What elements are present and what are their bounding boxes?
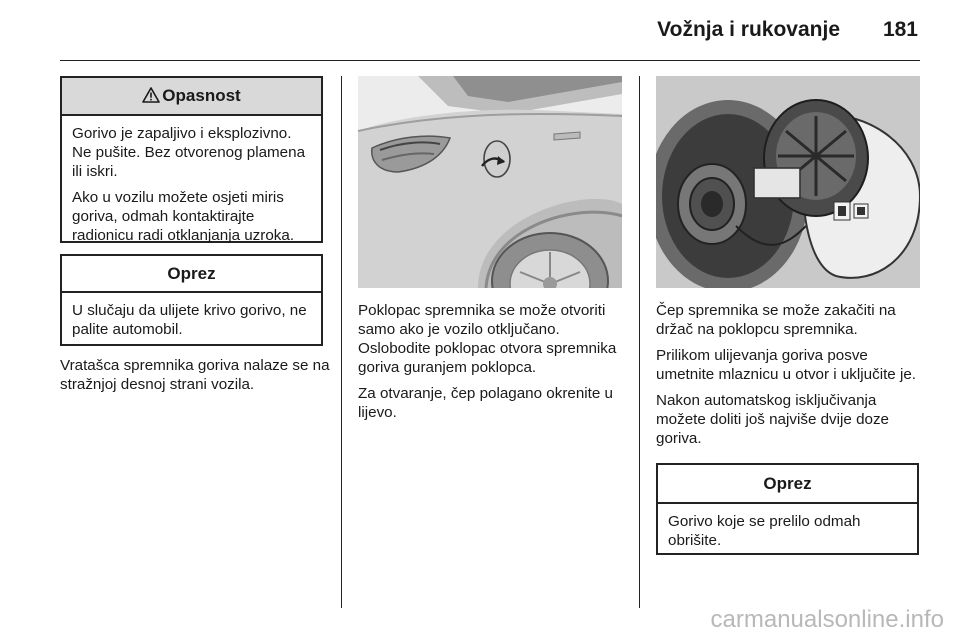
section-title: Vožnja i rukovanje [657,18,840,41]
caution-2-text: Gorivo koje se prelilo odmah obrišite. [668,513,861,549]
caution-box-header [62,256,321,293]
warning-triangle-icon [142,87,160,103]
caution-text: U slučaju da ulijete krivo gorivo, ne palite automobil. [72,302,307,338]
fuel-door-paragraph: Vratašca spremnika goriva nalaze se na stražnjoj desnoj strani vozila. [60,357,330,393]
caution-box-body [62,293,321,339]
header-rule [60,60,920,61]
danger-paragraph-2: Ako u vozilu možete osjeti miris goriva, odmah kontaktirajte radionicu radi otklanjanja uzroka. [72,189,295,244]
danger-box [60,76,323,243]
caution-box-2-title: Oprez [763,474,812,493]
danger-box-title: Opasnost [162,86,241,105]
fuel-door-location-text [60,356,330,401]
col3-paragraph-2: Prilikom ulijevanja goriva posve umetnite mlaznicu u otvor i uključite je. [656,347,916,383]
column-divider-left [341,76,342,608]
fuel-cap-illustration [656,76,920,288]
page-header [0,0,960,62]
fuel-cap-text [656,301,924,455]
caution-box-wrong-fuel [60,254,323,346]
page-number: 181 [882,18,918,41]
caution-box-spilled-fuel [656,463,919,555]
col3-paragraph-3: Nakon automatskog isključivanja možete doliti još najviše dvije doze goriva. [656,392,889,447]
col2-paragraph-1: Poklopac spremnika se može otvoriti samo ako je vozilo otključano. Oslobodite poklopac otvora spremnika goriva guranjem poklopca. [358,302,617,376]
col3-paragraph-1: Čep spremnika se može zakačiti na držač na poklopcu spremnika. [656,302,896,338]
col2-paragraph-2: Za otvaranje, čep polagano okrenite u lijevo. [358,385,613,421]
caution-box-2-body [658,504,917,550]
danger-box-body [62,116,321,245]
fuel-door-open-text [358,301,628,429]
column-divider-right [639,76,640,608]
fuel-door-illustration [358,76,622,288]
watermark: carmanualsonline.info [710,606,944,633]
danger-paragraph-1: Gorivo je zapaljivo i eksplozivno. Ne pušite. Bez otvorenog plamena ili iskri. [72,125,306,180]
caution-box-title: Oprez [167,264,216,283]
caution-box-2-header [658,465,917,504]
danger-box-header [62,78,321,116]
